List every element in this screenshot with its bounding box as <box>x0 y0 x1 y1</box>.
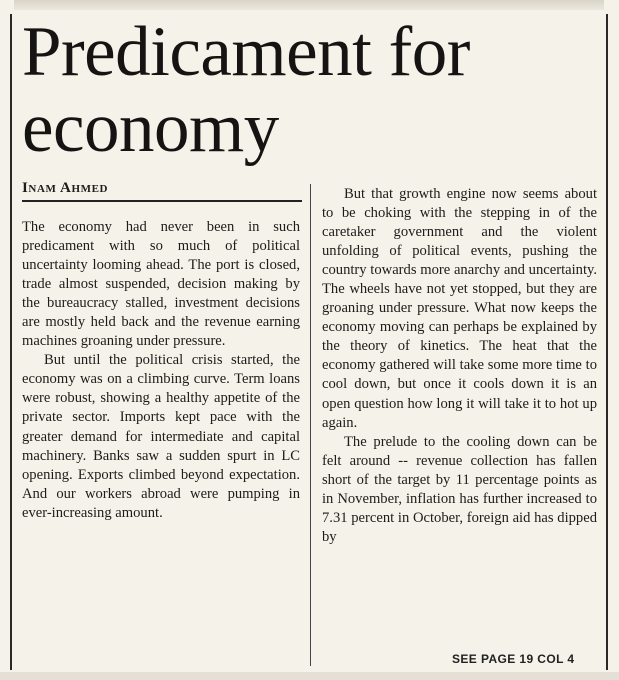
paragraph: The economy had never been in such predicament with so much of political uncertainty looming ahead. The port is closed, trade almost suspended, decision making by the bureaucracy stalled, investment decisions are mostly held back and the revenue earning machines groaning under pressure. <box>22 219 300 350</box>
left-border-rule <box>10 14 12 670</box>
column-left <box>22 218 300 523</box>
byline-rule <box>22 200 302 202</box>
continuation-jump-line: SEE PAGE 19 COL 4 <box>452 652 575 666</box>
paragraph: But that growth engine now seems about to be choking with the stepping in of the caretaker government and the violent unfolding of political events, pushing the country towards more anarchy and uncertainty. The wheels have not yet stopped, but they are groaning under pressure. What now keeps the economy moving can perhaps be explained by the theory of kinetics. The heat that the economy gathered will take some more time to cool down, but once it cools down it is an open question how long it will take it to hot up again. <box>322 186 597 431</box>
right-border-rule <box>606 14 608 670</box>
headline: Predicament for economy <box>22 13 470 167</box>
top-bleed-through <box>14 0 604 10</box>
column-divider <box>310 184 311 666</box>
byline: Inam Ahmed <box>22 180 109 196</box>
paragraph: The prelude to the cooling down can be felt around -- revenue collection has fallen short of the target by 11 percentage points as in November, inflation has further increased to 7.31 percent in October, foreign aid has dipped by <box>322 433 597 545</box>
column-right <box>322 185 597 547</box>
bottom-bleed-through <box>0 672 619 680</box>
paragraph: But until the political crisis started, the economy was on a climbing curve. Term loans were robust, showing a healthy appetite of the private sector. Imports kept pace with the greater demand for intermediate and capital machinery. Banks saw a sudden spurt in LC opening. Exports climbed beyond expectation. And our workers abroad were pumping in ever-increasing amount. <box>22 352 300 521</box>
